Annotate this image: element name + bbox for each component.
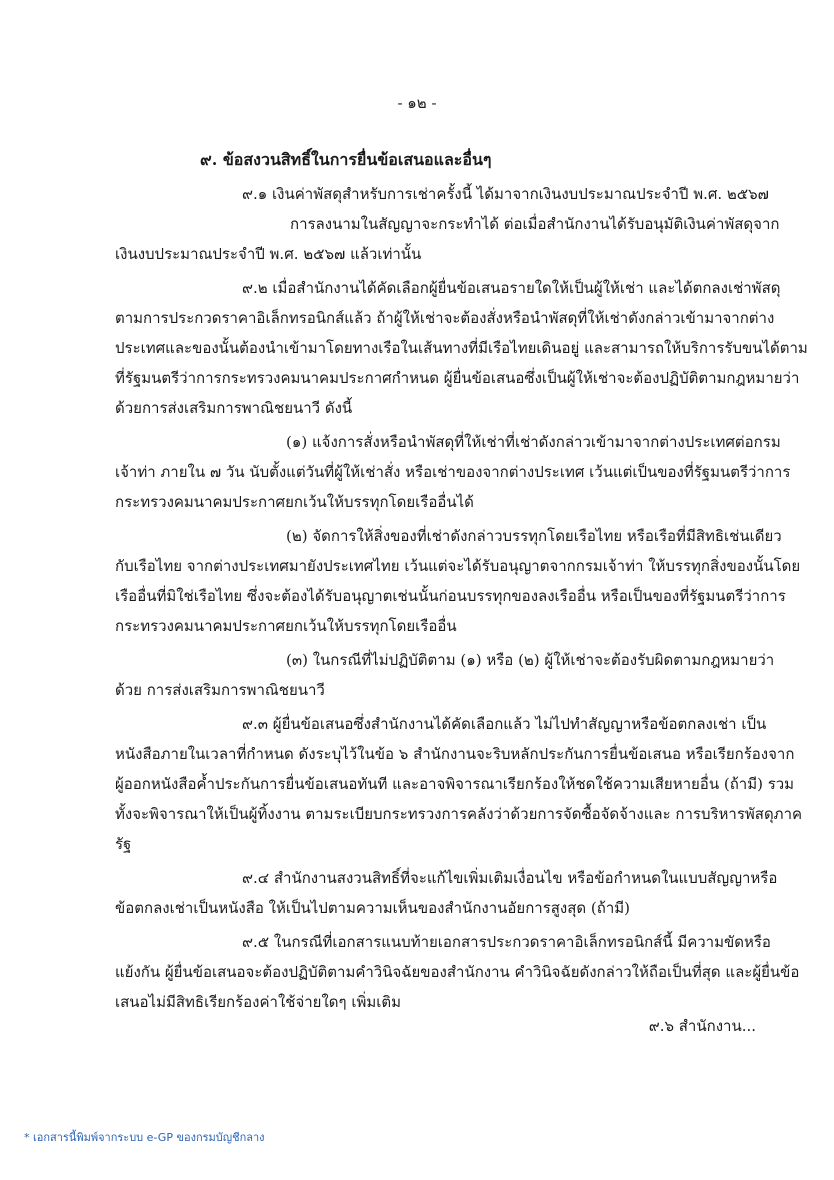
subitem-3-line-2: ด้วย การส่งเสริมการพาณิชยนาวี: [115, 681, 325, 699]
subitem-2-line-3: เรืออื่นที่มิใช่เรือไทย ซึ่งจะต้องได้รับอนุญาตเช่นนั้นก่อนบรรทุกของลงเรืออื่น หรือเป็นของที่รัฐมนตรีว่าการ: [115, 587, 786, 605]
paragraph-9-5-line-1: ๙.๕ ในกรณีที่เอกสารแนบท้ายเอกสารประกวดราคาอิเล็กทรอนิกส์นี้ มีความขัดหรือ: [242, 933, 771, 951]
paragraph-9-2-line-2: ตามการประกวดราคาอิเล็กทรอนิกส์แล้ว ถ้าผู้ให้เช่าจะต้องสั่งหรือนำพัสดุที่ให้เช่าดังกล่าวเข้ามาจากต่าง: [115, 309, 775, 327]
paragraph-9-2-line-4: ที่รัฐมนตรีว่าการกระทรวงคมนาคมประกาศกำหนด ผู้ยื่นข้อเสนอซึ่งเป็นผู้ให้เช่าจะต้องปฏิบัติตามกฎหมายว่า: [115, 369, 800, 387]
continuation-note: ๙.๖ สำนักงาน...: [648, 1017, 756, 1035]
subitem-2-line-2: กับเรือไทย จากต่างประเทศมายังประเทศไทย เว้นแต่จะได้รับอนุญาตจากกรมเจ้าท่า ให้บรรทุกสิ่งของนั้นโดย: [115, 557, 801, 575]
page-number: - ๑๒ -: [397, 94, 437, 112]
paragraph-9-2-line-1: ๙.๒ เมื่อสำนักงานได้คัดเลือกผู้ยื่นข้อเสนอรายใดให้เป็นผู้ให้เช่า และได้ตกลงเช่าพัสดุ: [242, 279, 781, 297]
paragraph-9-3-line-2: หนังสือภายในเวลาที่กำหนด ดังระบุไว้ในข้อ ๖ สำนักงานจะริบหลักประกันการยื่นข้อเสนอ หรือเรียกร้องจาก: [115, 745, 795, 763]
paragraph-9-4-line-1: ๙.๔ สำนักงานสงวนสิทธิ์ที่จะแก้ไขเพิ่มเติมเงื่อนไข หรือข้อกำหนดในแบบสัญญาหรือ: [242, 869, 778, 887]
subitem-1-line-3: กระทรวงคมนาคมประกาศยกเว้นให้บรรทุกโดยเรืออื่นได้: [115, 493, 474, 511]
subitem-1-line-2: เจ้าท่า ภายใน ๗ วัน นับตั้งแต่วันที่ผู้ให้เช่าสั่ง หรือเช่าของจากต่างประเทศ เว้นแต่เป็นของที่รัฐมนตรีว่าการ: [115, 463, 791, 481]
paragraph-9-4-line-2: ข้อตกลงเช่าเป็นหนังสือ ให้เป็นไปตามความเห็นของสำนักงานอัยการสูงสุด (ถ้ามี): [115, 899, 631, 917]
subitem-2-line-4: กระทรวงคมนาคมประกาศยกเว้นให้บรรทุกโดยเรืออื่น: [115, 617, 457, 635]
section-heading: ๙. ข้อสงวนสิทธิ์ในการยื่นข้อเสนอและอื่นๆ: [200, 150, 492, 169]
paragraph-9-2-line-3: ประเทศและของนั้นต้องนำเข้ามาโดยทางเรือในเส้นทางที่มีเรือไทยเดินอยู่ และสามารถให้บริการรับขนได้ตาม: [115, 339, 808, 357]
paragraph-9-3-line-3: ผู้ออกหนังสือค้ำประกันการยื่นข้อเสนอทันที และอาจพิจารณาเรียกร้องให้ชดใช้ความเสียหายอื่น (ถ้ามี) รวม: [115, 775, 795, 793]
paragraph-9-3-line-1: ๙.๓ ผู้ยื่นข้อเสนอซึ่งสำนักงานได้คัดเลือกแล้ว ไม่ไปทำสัญญาหรือข้อตกลงเช่า เป็น: [242, 715, 767, 733]
paragraph-9-3-line-4: ทั้งจะพิจารณาให้เป็นผู้ทิ้งงาน ตามระเบียบกระทรวงการคลังว่าด้วยการจัดซื้อจัดจ้างและ การบริหารพัสดุภาค: [115, 805, 803, 823]
footer-note: * เอกสารนี้พิมพ์จากระบบ e-GP ของกรมบัญชีกลาง: [24, 1131, 265, 1144]
paragraph-9-1-line-2: การลงนามในสัญญาจะกระทำได้ ต่อเมื่อสำนักงานได้รับอนุมัติเงินค่าพัสดุจาก: [290, 215, 780, 233]
paragraph-9-3-line-5: รัฐ: [115, 835, 132, 853]
subitem-3-line-1: (๓) ในกรณีที่ไม่ปฏิบัติตาม (๑) หรือ (๒) ผู้ให้เช่าจะต้องรับผิดตามกฎหมายว่า: [286, 651, 775, 669]
subitem-2-line-1: (๒) จัดการให้สิ่งของที่เช่าดังกล่าวบรรทุกโดยเรือไทย หรือเรือที่มีสิทธิเช่นเดียว: [286, 527, 782, 545]
paragraph-9-5-line-2: แย้งกัน ผู้ยื่นข้อเสนอจะต้องปฏิบัติตามคำวินิจฉัยของสำนักงาน คำวินิจฉัยดังกล่าวให้ถือเป็นที่สุด และผู้ยื่นข้อ: [115, 963, 800, 981]
paragraph-9-1-line-3: เงินงบประมาณประจำปี พ.ศ. ๒๕๖๗ แล้วเท่านั้น: [115, 245, 422, 263]
paragraph-9-1-line-1: ๙.๑ เงินค่าพัสดุสำหรับการเช่าครั้งนี้ ได้มาจากเงินงบประมาณประจำปี พ.ศ. ๒๕๖๗: [242, 185, 769, 203]
paragraph-9-2-line-5: ด้วยการส่งเสริมการพาณิชยนาวี ดังนี้: [115, 399, 353, 417]
paragraph-9-5-line-3: เสนอไม่มีสิทธิเรียกร้องค่าใช้จ่ายใดๆ เพิ่มเติม: [115, 993, 402, 1011]
subitem-1-line-1: (๑) แจ้งการสั่งหรือนำพัสดุที่ให้เช่าที่เช่าดังกล่าวเข้ามาจากต่างประเทศต่อกรม: [286, 433, 781, 451]
